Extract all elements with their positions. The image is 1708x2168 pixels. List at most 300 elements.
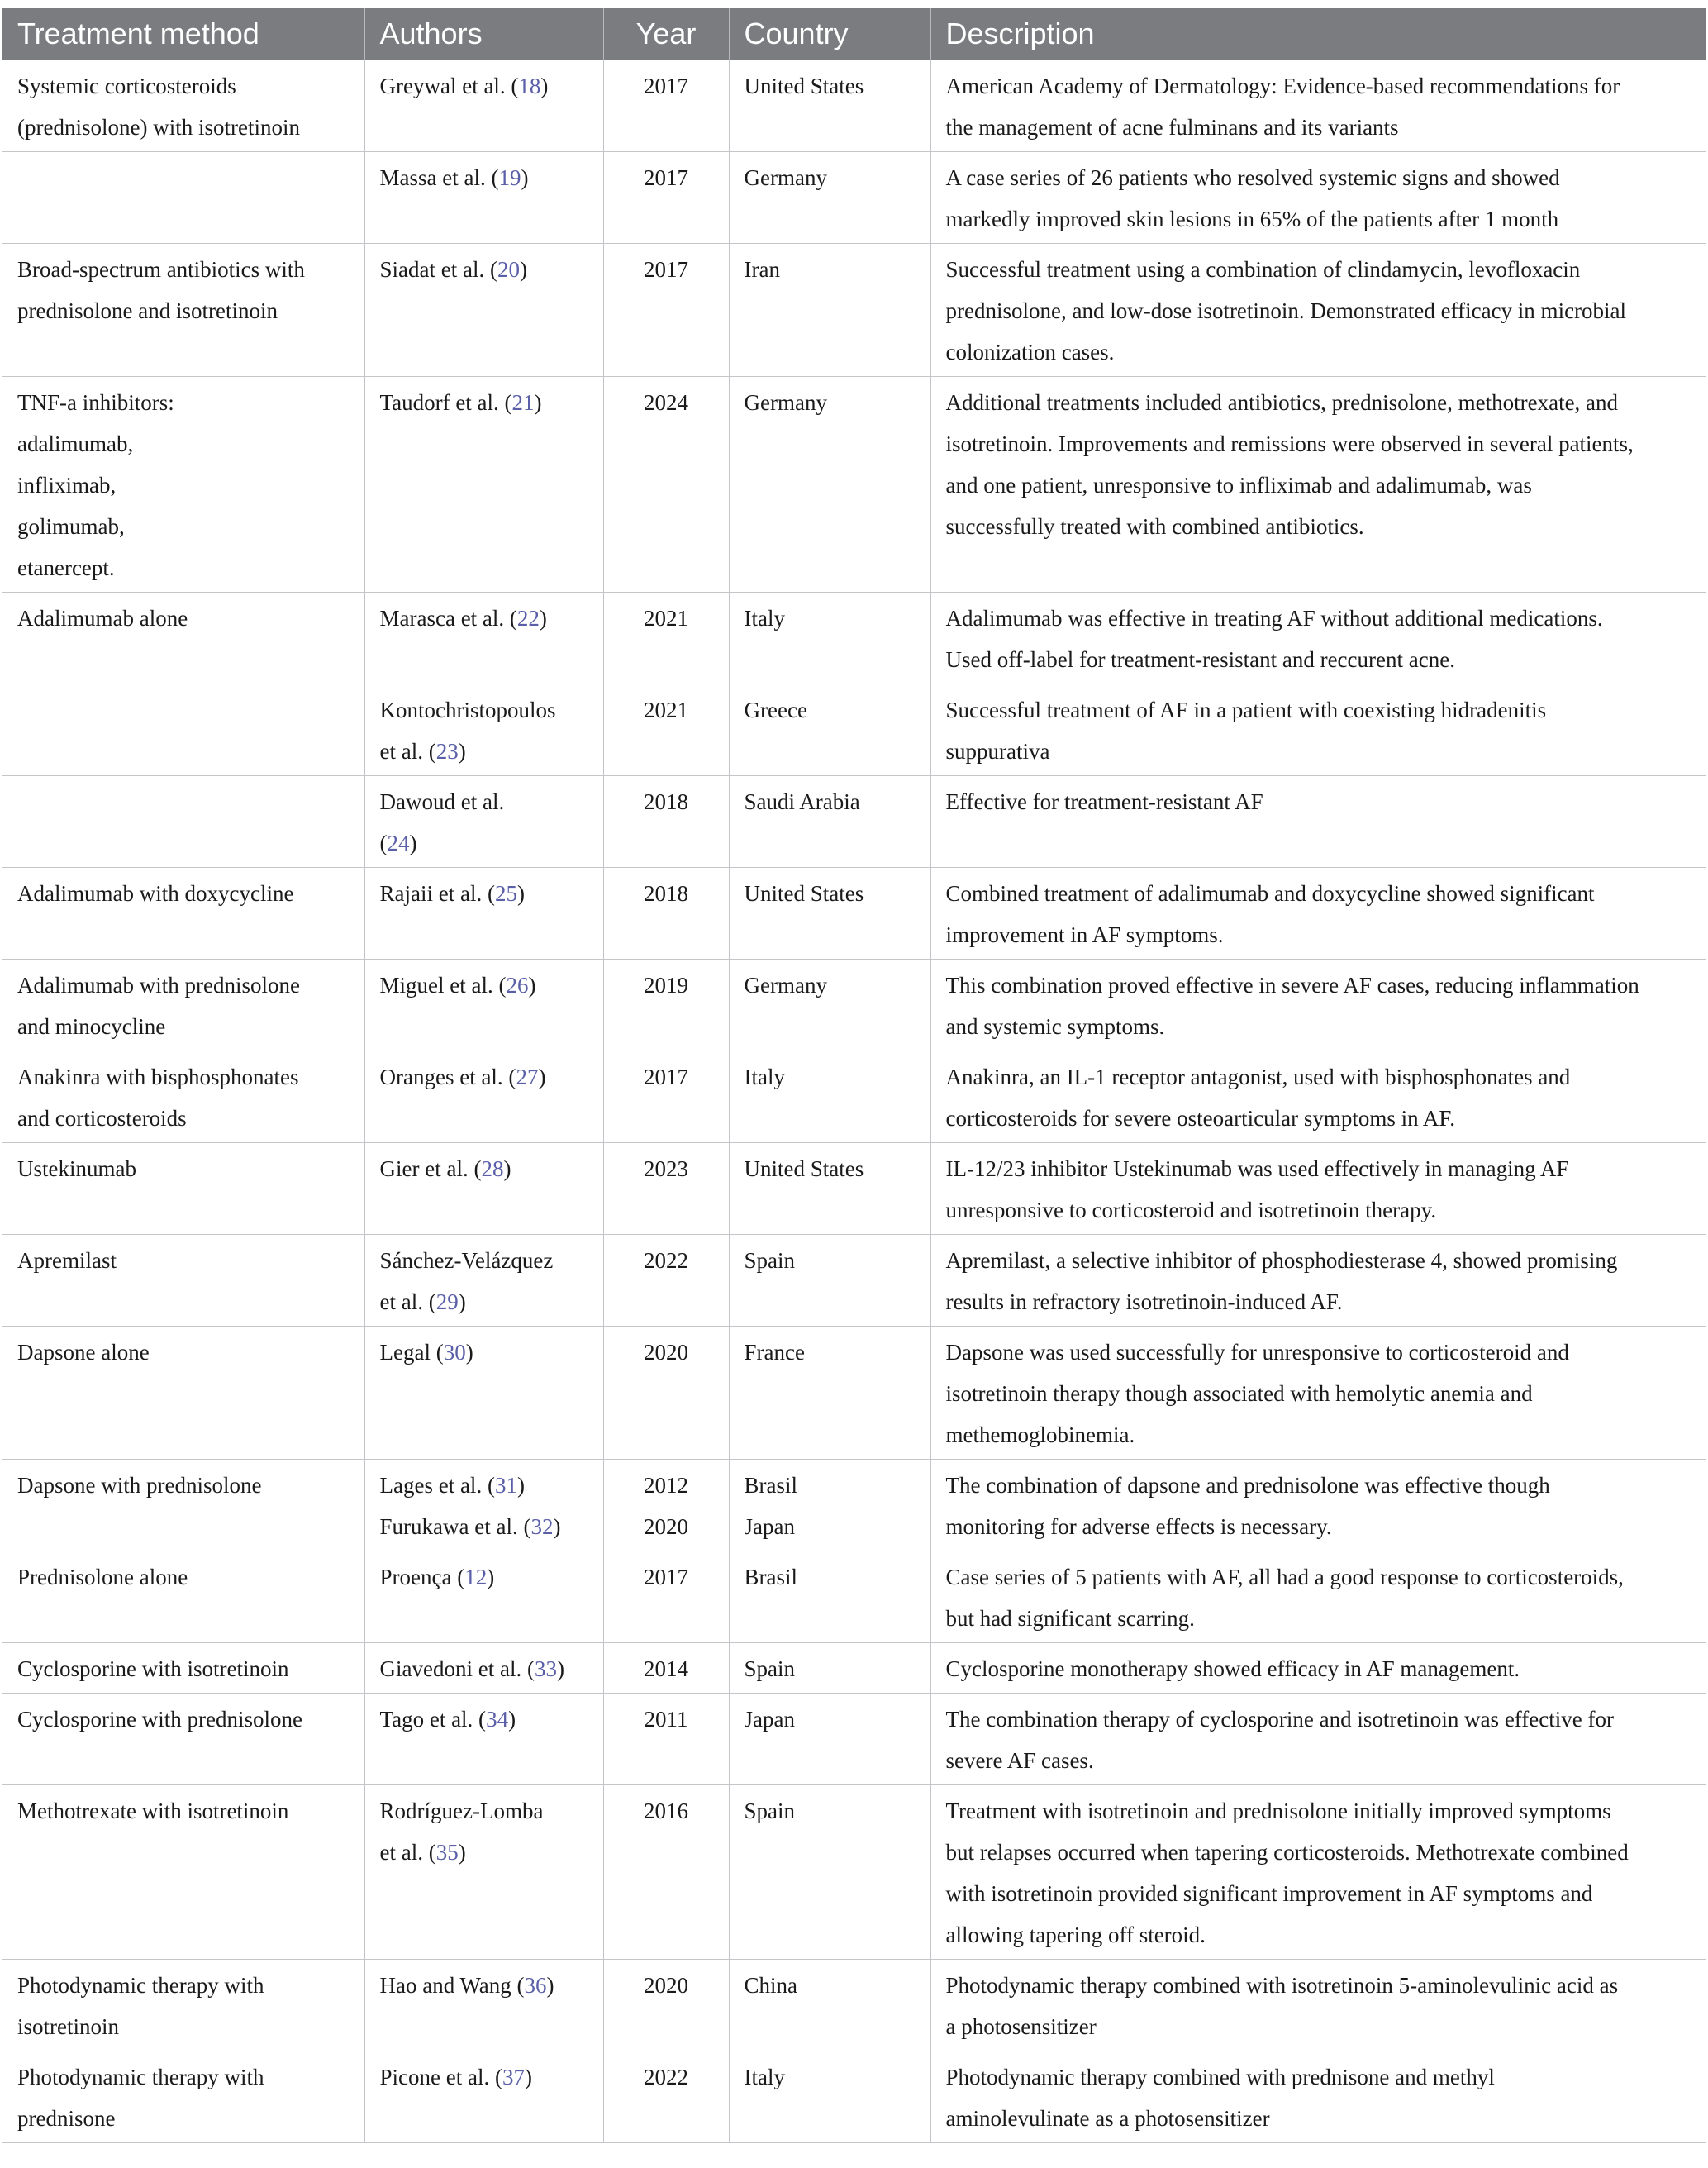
reference-close: ) [539, 606, 547, 631]
reference-close: ) [524, 2065, 532, 2089]
treatment-method-line: Ustekinumab [17, 1156, 136, 1181]
description-cell [930, 1551, 1706, 1643]
description-line: allowing tapering off steroid. [945, 1923, 1206, 1947]
country-value: Spain [744, 1248, 796, 1273]
authors-line [380, 157, 593, 198]
treatment-method-line: prednisolone and isotretinoin [17, 298, 278, 323]
country-cell [729, 1551, 930, 1643]
description-line: IL-12/23 inhibitor Ustekinumab was used effectively in managing AF [945, 1156, 1569, 1181]
reference-close: ) [465, 1340, 473, 1365]
reference-link[interactable]: 34 [486, 1707, 509, 1732]
reference-link[interactable]: 23 [435, 739, 459, 764]
description-line: aminolevulinate as a photosensitizer [945, 2106, 1270, 2131]
author-name: Furukawa et al. ( [379, 1514, 531, 1539]
authors-line [380, 249, 593, 290]
reference-link[interactable]: 37 [502, 2065, 525, 2089]
treatment-method-line: Apremilast [17, 1248, 117, 1273]
table-row [2, 1143, 1706, 1235]
description-line: colonization cases. [945, 340, 1115, 365]
treatment-method-line: Systemic corticosteroids [17, 74, 236, 98]
country-cell [729, 868, 930, 960]
reference-close: ) [458, 739, 466, 764]
description-cell [930, 868, 1706, 960]
treatment-method-line: etanercept. [17, 555, 115, 580]
reference-close: ) [487, 1565, 495, 1589]
reference-close: ) [516, 1473, 525, 1498]
authors-cell [364, 1143, 603, 1235]
treatment-method-cell [2, 1143, 364, 1235]
author-name: et al. ( [379, 1289, 436, 1314]
reference-close: ) [409, 831, 417, 855]
treatment-method-line: Photodynamic therapy with [17, 2065, 264, 2089]
header-country: Country [729, 8, 930, 60]
reference-close: ) [521, 165, 529, 190]
reference-link[interactable]: 12 [464, 1565, 488, 1589]
description-cell [930, 1643, 1706, 1694]
country-value: United States [744, 74, 864, 98]
country-value: Japan [744, 1514, 795, 1539]
country-cell [729, 1694, 930, 1785]
country-value: Germany [744, 165, 827, 190]
country-value: Iran [744, 257, 780, 282]
reference-close: ) [458, 1289, 466, 1314]
treatment-method-cell [2, 60, 364, 152]
table-row [2, 1460, 1706, 1551]
authors-line [380, 382, 593, 423]
author-name: Massa et al. ( [379, 165, 499, 190]
treatment-method-cell [2, 593, 364, 684]
treatment-method-line: Photodynamic therapy with [17, 1973, 264, 1998]
description-cell [930, 1143, 1706, 1235]
table-row [2, 1235, 1706, 1327]
authors-line [380, 65, 593, 107]
author-name: Sánchez-Velázquez [379, 1248, 554, 1273]
description-line: improvement in AF symptoms. [945, 922, 1224, 947]
authors-cell [364, 960, 603, 1051]
year-value: 2022 [644, 1248, 688, 1273]
table-row [2, 1694, 1706, 1785]
description-line: Anakinra, an IL-1 receptor antagonist, used with bisphosphonates and [945, 1065, 1571, 1089]
year-value: 2017 [644, 74, 688, 98]
author-name: Proença ( [379, 1565, 465, 1589]
authors-line [380, 598, 593, 639]
reference-link[interactable]: 18 [518, 74, 541, 98]
treatment-method-line: Prednisolone alone [17, 1565, 188, 1589]
authors-line [380, 1648, 593, 1689]
treatment-method-line: and minocycline [17, 1014, 166, 1039]
author-name: ( [379, 831, 388, 855]
authors-line [380, 1281, 593, 1322]
country-value: France [744, 1340, 805, 1365]
reference-link[interactable]: 26 [506, 973, 529, 998]
author-name: Hao and Wang ( [379, 1973, 525, 1998]
treatment-method-cell [2, 1551, 364, 1643]
year-cell [603, 1327, 729, 1460]
description-line: Effective for treatment-resistant AF [945, 789, 1263, 814]
year-value: 2018 [644, 789, 688, 814]
reference-link[interactable]: 30 [443, 1340, 466, 1365]
authors-line [380, 781, 593, 822]
description-line: with isotretinoin provided significant improvement in AF symptoms and [945, 1881, 1593, 1906]
treatment-method-line: TNF-a inhibitors: [17, 390, 174, 415]
reference-close: ) [556, 1656, 564, 1681]
author-name: Rodríguez-Lomba [379, 1799, 544, 1823]
treatment-method-cell [2, 377, 364, 593]
year-value: 2022 [644, 2065, 688, 2089]
year-cell [603, 244, 729, 377]
reference-link[interactable]: 28 [481, 1156, 504, 1181]
author-name: Marasca et al. ( [379, 606, 517, 631]
description-line: and one patient, unresponsive to infliximab and adalimumab, was [945, 473, 1532, 498]
treatment-method-line: and corticosteroids [17, 1106, 187, 1131]
authors-line [380, 1148, 593, 1189]
description-line: Successful treatment using a combination of clindamycin, levofloxacin [945, 257, 1581, 282]
year-cell [603, 152, 729, 244]
treatment-method-cell [2, 152, 364, 244]
table-row [2, 1327, 1706, 1460]
description-line: results in refractory isotretinoin-induced AF. [945, 1289, 1343, 1314]
author-name: Gier et al. ( [379, 1156, 482, 1181]
year-value: 2020 [644, 1514, 688, 1539]
header-treatment-method: Treatment method [2, 8, 364, 60]
author-name: et al. ( [379, 1840, 436, 1865]
authors-cell [364, 1960, 603, 2051]
reference-link[interactable]: 31 [494, 1473, 517, 1498]
treatment-method-line: infliximab, [17, 473, 117, 498]
description-line: corticosteroids for severe osteoarticular symptoms in AF. [945, 1106, 1455, 1131]
year-cell [603, 1051, 729, 1143]
treatment-method-cell [2, 684, 364, 776]
treatment-method-line: Adalimumab with prednisolone [17, 973, 300, 998]
reference-link[interactable]: 33 [534, 1656, 557, 1681]
description-cell [930, 1051, 1706, 1143]
country-value: Italy [744, 2065, 785, 2089]
authors-cell [364, 1235, 603, 1327]
treatment-method-cell [2, 244, 364, 377]
country-cell [729, 1235, 930, 1327]
description-cell [930, 2051, 1706, 2143]
country-value: Germany [744, 973, 827, 998]
year-cell [603, 1551, 729, 1643]
reference-link[interactable]: 24 [387, 831, 410, 855]
country-cell [729, 152, 930, 244]
reference-link[interactable]: 27 [516, 1065, 539, 1089]
treatment-method-line: Cyclosporine with prednisolone [17, 1707, 302, 1732]
reference-close: ) [528, 973, 536, 998]
description-line: isotretinoin. Improvements and remissions were observed in several patients, [945, 431, 1634, 456]
table-row [2, 960, 1706, 1051]
year-cell [603, 1960, 729, 2051]
description-line: This combination proved effective in severe AF cases, reducing inflammation [945, 973, 1639, 998]
authors-cell [364, 1051, 603, 1143]
header-year: Year [603, 8, 729, 60]
description-line: American Academy of Dermatology: Evidence-based recommendations for [945, 74, 1620, 98]
table-row [2, 1785, 1706, 1960]
country-cell [729, 776, 930, 868]
author-name: Taudorf et al. ( [379, 390, 512, 415]
country-cell [729, 1460, 930, 1551]
authors-line [380, 1506, 593, 1547]
treatment-method-line: Cyclosporine with isotretinoin [17, 1656, 289, 1681]
year-cell [603, 60, 729, 152]
reference-link[interactable]: 35 [435, 1840, 459, 1865]
authors-line [380, 1699, 593, 1740]
authors-cell [364, 152, 603, 244]
table-row [2, 60, 1706, 152]
authors-line [380, 1832, 593, 1873]
description-cell [930, 1694, 1706, 1785]
author-name: Oranges et al. ( [379, 1065, 516, 1089]
country-value: Germany [744, 390, 827, 415]
author-name: et al. ( [379, 739, 436, 764]
year-cell [603, 684, 729, 776]
table-row [2, 593, 1706, 684]
reference-close: ) [503, 1156, 511, 1181]
description-cell [930, 776, 1706, 868]
authors-line [380, 731, 593, 772]
authors-line [380, 1965, 593, 2006]
treatment-method-cell [2, 1785, 364, 1960]
description-cell [930, 60, 1706, 152]
year-value: 2016 [644, 1799, 688, 1823]
country-value: Italy [744, 1065, 785, 1089]
year-cell [603, 1694, 729, 1785]
description-cell [930, 1235, 1706, 1327]
year-cell [603, 1143, 729, 1235]
table-row [2, 244, 1706, 377]
author-name: Rajaii et al. ( [379, 881, 495, 906]
authors-cell [364, 776, 603, 868]
author-name: Giavedoni et al. ( [379, 1656, 535, 1681]
country-value: Spain [744, 1656, 796, 1681]
reference-link[interactable]: 21 [511, 390, 535, 415]
treatment-method-line: Broad-spectrum antibiotics with [17, 257, 305, 282]
reference-close: ) [546, 1973, 554, 1998]
treatment-method-cell [2, 1235, 364, 1327]
author-name: Tago et al. ( [379, 1707, 487, 1732]
description-line: Additional treatments included antibiotics, prednisolone, methotrexate, and [945, 390, 1619, 415]
year-cell [603, 868, 729, 960]
reference-link[interactable]: 36 [524, 1973, 547, 1998]
treatment-method-line: (prednisolone) with isotretinoin [17, 115, 300, 140]
description-cell [930, 152, 1706, 244]
table-row [2, 2051, 1706, 2143]
authors-cell [364, 1327, 603, 1460]
author-name: Greywal et al. ( [379, 74, 519, 98]
author-name: Kontochristopoulos [379, 698, 556, 722]
treatment-table [2, 8, 1706, 2143]
description-line: The combination therapy of cyclosporine and isotretinoin was effective for [945, 1707, 1614, 1732]
year-value: 2019 [644, 973, 688, 998]
description-line: Photodynamic therapy combined with isotretinoin 5-aminolevulinic acid as [945, 1973, 1619, 1998]
country-cell [729, 60, 930, 152]
description-cell [930, 1785, 1706, 1960]
description-line: the management of acne fulminans and its variants [945, 115, 1399, 140]
description-line: Combined treatment of adalimumab and doxycycline showed significant [945, 881, 1595, 906]
reference-link[interactable]: 22 [516, 606, 540, 631]
treatment-method-line: Dapsone alone [17, 1340, 150, 1365]
treatment-method-line: Adalimumab alone [17, 606, 188, 631]
header-row [2, 8, 1706, 60]
country-value: Japan [744, 1707, 795, 1732]
description-line: Photodynamic therapy combined with prednisone and methyl [945, 2065, 1495, 2089]
reference-close: ) [540, 74, 549, 98]
description-line: Adalimumab was effective in treating AF without additional medications. [945, 606, 1603, 631]
authors-cell [364, 684, 603, 776]
treatment-method-line: isotretinoin [17, 2014, 119, 2039]
authors-line [380, 689, 593, 731]
country-value: United States [744, 1156, 864, 1181]
reference-close: ) [516, 881, 525, 906]
country-cell [729, 244, 930, 377]
reference-close: ) [534, 390, 542, 415]
description-line: methemoglobinemia. [945, 1422, 1135, 1447]
description-line: Apremilast, a selective inhibitor of phosphodiesterase 4, showed promising [945, 1248, 1618, 1273]
description-line: markedly improved skin lesions in 65% of the patients after 1 month [945, 207, 1559, 231]
table-row [2, 1551, 1706, 1643]
description-line: and systemic symptoms. [945, 1014, 1165, 1039]
authors-line [380, 822, 593, 864]
author-name: Dawoud et al. [379, 789, 505, 814]
authors-cell [364, 1785, 603, 1960]
year-value: 2018 [644, 881, 688, 906]
country-value: Brasil [744, 1473, 797, 1498]
reference-link[interactable]: 19 [498, 165, 521, 190]
table-row [2, 776, 1706, 868]
authors-line [380, 965, 593, 1006]
description-cell [930, 1327, 1706, 1460]
reference-link[interactable]: 32 [530, 1514, 554, 1539]
table-row [2, 377, 1706, 593]
country-cell [729, 593, 930, 684]
authors-cell [364, 60, 603, 152]
header-authors: Authors [364, 8, 603, 60]
year-value: 2023 [644, 1156, 688, 1181]
table-header [2, 8, 1706, 60]
authors-cell [364, 1643, 603, 1694]
description-line: The combination of dapsone and prednisolone was effective though [945, 1473, 1550, 1498]
year-value: 2017 [644, 1065, 688, 1089]
treatment-method-line: golimumab, [17, 514, 125, 539]
description-line: Successful treatment of AF in a patient with coexisting hidradenitis [945, 698, 1547, 722]
description-cell [930, 244, 1706, 377]
description-line: isotretinoin therapy though associated with hemolytic anemia and [945, 1381, 1533, 1406]
description-line: severe AF cases. [945, 1748, 1094, 1773]
description-cell [930, 684, 1706, 776]
description-line: Cyclosporine monotherapy showed efficacy in AF management. [945, 1656, 1520, 1681]
description-line: a photosensitizer [945, 2014, 1097, 2039]
table-row [2, 1960, 1706, 2051]
country-value: Saudi Arabia [744, 789, 860, 814]
year-value: 2017 [644, 1565, 688, 1589]
treatment-method-cell [2, 868, 364, 960]
treatment-method-line: Adalimumab with doxycycline [17, 881, 294, 906]
authors-cell [364, 1460, 603, 1551]
description-line: prednisolone, and low-dose isotretinoin. Demonstrated efficacy in microbial [945, 298, 1627, 323]
treatment-method-cell [2, 960, 364, 1051]
description-line: monitoring for adverse effects is necessary. [945, 1514, 1332, 1539]
country-cell [729, 1960, 930, 2051]
authors-cell [364, 244, 603, 377]
authors-cell [364, 2051, 603, 2143]
year-cell [603, 1235, 729, 1327]
authors-line [380, 1790, 593, 1832]
authors-line [380, 1332, 593, 1373]
country-cell [729, 960, 930, 1051]
country-cell [729, 1327, 930, 1460]
year-cell [603, 776, 729, 868]
author-name: Legal ( [379, 1340, 444, 1365]
year-value: 2020 [644, 1340, 688, 1365]
country-cell [729, 1643, 930, 1694]
description-line: Case series of 5 patients with AF, all had a good response to corticosteroids, [945, 1565, 1624, 1589]
country-value: Brasil [744, 1565, 797, 1589]
year-value: 2011 [644, 1707, 688, 1732]
treatment-method-line: Anakinra with bisphosphonates [17, 1065, 299, 1089]
header-description: Description [930, 8, 1706, 60]
year-cell [603, 960, 729, 1051]
year-cell [603, 1460, 729, 1551]
treatment-method-cell [2, 1643, 364, 1694]
table-row [2, 868, 1706, 960]
treatment-method-cell [2, 1327, 364, 1460]
description-line: A case series of 26 patients who resolved systemic signs and showed [945, 165, 1560, 190]
country-value: Greece [744, 698, 807, 722]
country-value: Italy [744, 606, 785, 631]
country-cell [729, 684, 930, 776]
authors-line [380, 2056, 593, 2098]
authors-cell [364, 1551, 603, 1643]
treatment-method-cell [2, 1051, 364, 1143]
description-cell [930, 377, 1706, 593]
year-value: 2017 [644, 257, 688, 282]
author-name: Siadat et al. ( [379, 257, 497, 282]
treatment-method-line: adalimumab, [17, 431, 134, 456]
table-row [2, 152, 1706, 244]
reference-link[interactable]: 20 [497, 257, 520, 282]
country-value: United States [744, 881, 864, 906]
description-cell [930, 960, 1706, 1051]
authors-cell [364, 377, 603, 593]
treatment-method-cell [2, 776, 364, 868]
description-cell [930, 1460, 1706, 1551]
table-row [2, 1643, 1706, 1694]
author-name: Lages et al. ( [379, 1473, 495, 1498]
treatment-method-line: Methotrexate with isotretinoin [17, 1799, 289, 1823]
reference-close: ) [538, 1065, 546, 1089]
description-line: but had significant scarring. [945, 1606, 1195, 1631]
description-line: but relapses occurred when tapering corticosteroids. Methotrexate combined [945, 1840, 1629, 1865]
authors-cell [364, 868, 603, 960]
description-line: unresponsive to corticosteroid and isotretinoin therapy. [945, 1198, 1437, 1222]
year-value: 2021 [644, 606, 688, 631]
reference-close: ) [508, 1707, 516, 1732]
table-body [2, 60, 1706, 2143]
reference-link[interactable]: 25 [494, 881, 517, 906]
treatment-method-line: prednisone [17, 2106, 116, 2131]
description-line: successfully treated with combined antibiotics. [945, 514, 1364, 539]
authors-line [380, 1056, 593, 1098]
year-value: 2020 [644, 1973, 688, 1998]
author-name: Miguel et al. ( [379, 973, 507, 998]
authors-cell [364, 1694, 603, 1785]
table-row [2, 1051, 1706, 1143]
reference-link[interactable]: 29 [435, 1289, 459, 1314]
year-value: 2021 [644, 698, 688, 722]
treatment-method-cell [2, 1460, 364, 1551]
year-cell [603, 2051, 729, 2143]
country-cell [729, 1051, 930, 1143]
